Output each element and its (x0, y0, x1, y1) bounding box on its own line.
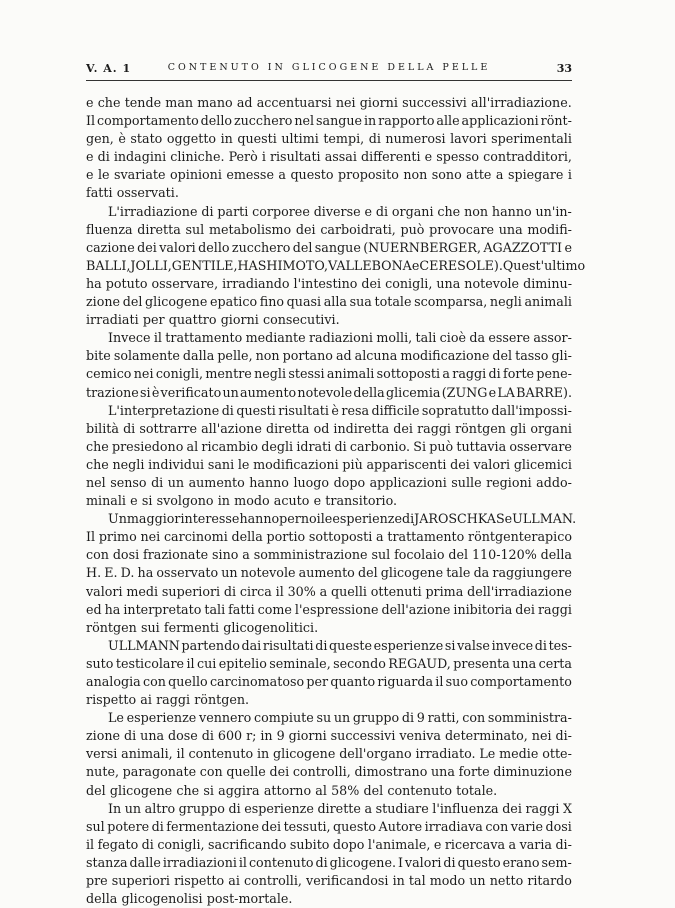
text-line: che presiedono al ricambio degli idrati di carbonio. Si può tuttavia osservare (86, 438, 572, 454)
text-line: Un maggior interesse hanno per noi le esperienze di JAROSCHKAS e ULLMAN. (108, 511, 577, 527)
text-line: nel senso di un aumento hanno luogo dopo applicazioni sulle regioni addo- (86, 474, 572, 490)
running-head (86, 62, 572, 78)
text-line: fatti osservati. (86, 185, 179, 201)
text-line: analogia con quello carcinomatoso per quanto riguarda il suo comportamento (86, 674, 572, 689)
text-line: con dosi frazionate sino a somministrazione sul focolaio del 110-120% della (86, 547, 572, 563)
text-line: valori medi superiori di circa il 30% a quelli ottenuti prima dell'irradiazione (86, 583, 572, 599)
text-line: pre superiori rispetto ai controlli, verificandosi in tal modo un netto ritardo (86, 873, 572, 889)
text-line: H. E. D. ha osservato un notevole aumento del glicogene tale da raggiungere (86, 565, 572, 581)
text-line: cemico nei conigli, mentre negli stessi animali sottoposti a raggi di forte pene- (86, 366, 572, 382)
text-line: suto testicolare il cui epitelio seminale, secondo REGAUD, presenta una certa (86, 655, 572, 671)
text-line: L'irradiazione di parti corporee diverse e di organi che non hanno un'in- (108, 203, 572, 219)
body-text (86, 94, 586, 908)
text-line: nute, paragonate con quelle dei controlli, dimostrano una forte diminuzione (86, 764, 572, 780)
text-line: ha potuto osservare, irradiando l'intestino dei conigli, una notevole diminu- (86, 275, 572, 291)
text-line: ed ha interpretato tali fatti come l'espressione dell'azione inibitoria dei raggi (86, 601, 572, 617)
text-line: che negli individui sani le modificazioni più appariscenti dei valori glicemici (86, 456, 572, 472)
section-label: V. A. 1 (86, 62, 132, 75)
text-line: bilità di sottrarre all'azione diretta od indiretta dei raggi röntgen gli organi (86, 420, 572, 436)
text-line: irradiati per quattro giorni consecutivi. (86, 312, 340, 328)
text-line: zione del glicogene epatico fino quasi alla sua totale scomparsa, negli animali (86, 294, 572, 310)
text-line: gen, è stato oggetto in questi ultimi tempi, di numerosi lavori sperimentali (86, 131, 572, 147)
text-line: fluenza diretta sul metabolismo dei carboidrati, può provocare una modifi- (86, 221, 572, 237)
text-line: Invece il trattamento mediante radiazioni molli, tali cioè da essere assor- (108, 330, 572, 346)
text-line: e le svariate opinioni emesse a questo proposito non sono atte a spiegare i (86, 167, 572, 183)
text-line: trazione si è verificato un aumento notevole della glicemia (ZUNG e LA BARRE). (86, 384, 572, 400)
text-line: della glicogenolisi post-mortale. (86, 891, 293, 907)
text-line: stanza dalle irradiazioni il contenuto di glicogene. I valori di questo erano sem- (86, 854, 572, 870)
text-line: il fegato di conigli, sacrificando subito dopo l'animale, e ricercava a varia di- (86, 836, 572, 852)
text-line: BALLI, JOLLI, GENTILE, HASHIMOTO, VALLEBONA e CERESOLE). Quest'ultimo (86, 257, 586, 273)
text-line: e che tende man mano ad accentuarsi nei giorni successivi all'irradiazione. (86, 95, 572, 110)
text-line: ULLMANN partendo dai risultati di queste esperienze si valse invece di tes- (108, 637, 572, 653)
text-line: bite solamente dalla pelle, non portano ad alcuna modificazione del tasso gli- (86, 348, 572, 364)
text-line: Il comportamento dello zucchero nel sangue in rapporto alle applicazioni rönt- (86, 113, 572, 129)
text-line: röntgen sui fermenti glicogenolitici. (86, 619, 319, 635)
text-line: Le esperienze vennero compiute su un gruppo di 9 ratti, con somministra- (108, 710, 572, 726)
text-line: del glicogene che si aggira attorno al 58% del contenuto totale. (86, 782, 498, 798)
text-line: Il primo nei carcinomi della portio sottoposti a trattamento röntgenterapico (86, 529, 572, 545)
text-line: cazione dei valori dello zucchero del sangue (NUERNBERGER, AGAZZOTTI e (86, 239, 572, 255)
page-number: 33 (556, 62, 572, 75)
text-line: minali e si svolgono in modo acuto e transitorio. (86, 493, 398, 509)
text-line: e di indagini cliniche. Però i risultati assai differenti e spesso contradditori, (86, 149, 572, 165)
text-line: sul potere di fermentazione dei tessuti, questo Autore irradiava con varie dosi (86, 818, 572, 834)
text-line: zione di una dose di 600 r; in 9 giorni successivi veniva determinato, nei di- (86, 728, 572, 744)
text-line: versi animali, il contenuto in glicogene dell'organo irradiato. Le medie otte- (86, 746, 572, 762)
header-rule (86, 80, 572, 81)
running-title: CONTENUTO IN GLICOGENE DELLA PELLE (167, 62, 491, 73)
text-line: L'interpretazione di questi risultati è resa difficile sopratutto dall'impossi- (108, 402, 572, 418)
text-line: rispetto ai raggi röntgen. (86, 692, 250, 708)
text-line: In un altro gruppo di esperienze dirette a studiare l'influenza dei raggi X (108, 800, 572, 816)
